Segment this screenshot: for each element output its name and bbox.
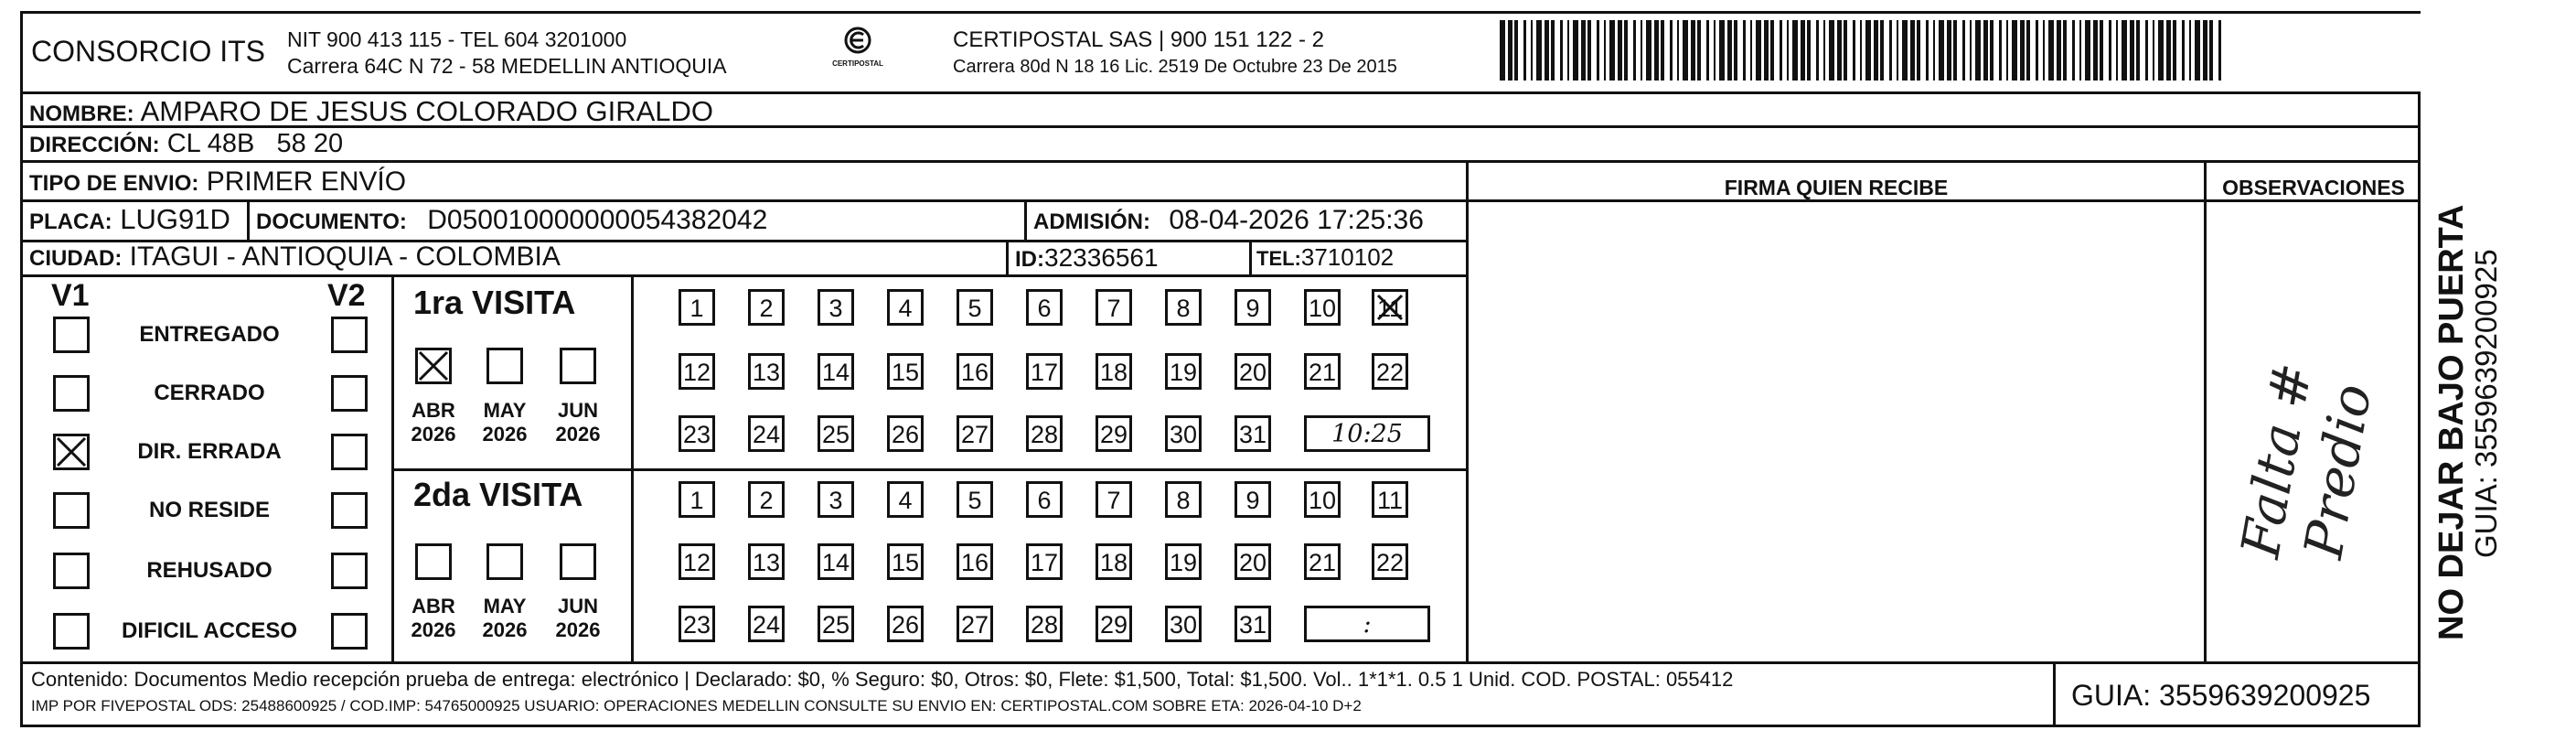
day-box-9[interactable]: 9 — [1235, 481, 1271, 518]
day-box-3[interactable]: 3 — [818, 481, 854, 518]
day-box-11[interactable]: 11 — [1372, 481, 1408, 518]
month-label — [550, 399, 605, 446]
barcode — [1500, 20, 2231, 84]
month-name: MAY — [483, 399, 527, 422]
day-box-28[interactable]: 28 — [1026, 606, 1063, 642]
month-label — [477, 399, 532, 446]
day-box-6[interactable]: 6 — [1026, 481, 1063, 518]
day-box-29[interactable]: 29 — [1096, 415, 1132, 452]
day-box-10[interactable]: 10 — [1304, 289, 1341, 326]
day-box-18[interactable]: 18 — [1096, 543, 1132, 580]
month-year: 2026 — [555, 423, 601, 446]
admission-field — [1033, 205, 1424, 236]
admission-value: 08-04-2026 17:25:36 — [1169, 205, 1424, 235]
v1-header: V1 — [51, 278, 90, 313]
month-year: 2026 — [482, 618, 528, 641]
document-value: D050010000000054382042 — [427, 205, 768, 235]
id-label: ID: — [1015, 247, 1044, 272]
month-checkbox-abr[interactable] — [415, 543, 452, 580]
document-field — [256, 205, 767, 236]
day-box-16[interactable]: 16 — [957, 353, 993, 390]
status-v1-checkbox[interactable] — [53, 553, 90, 589]
day-box-4[interactable]: 4 — [887, 481, 924, 518]
day-box-15[interactable]: 15 — [887, 353, 924, 390]
visit-time-box[interactable]: : — [1304, 606, 1430, 642]
day-box-1[interactable]: 1 — [679, 481, 715, 518]
day-box-2[interactable]: 2 — [748, 289, 785, 326]
day-box-27[interactable]: 27 — [957, 415, 993, 452]
status-v1-checkbox[interactable] — [53, 613, 90, 650]
send-type-field — [29, 166, 406, 198]
month-name: ABR — [412, 399, 455, 422]
status-v1-checkbox[interactable] — [53, 492, 90, 529]
day-box-26[interactable]: 26 — [887, 415, 924, 452]
visit2-title: 2da VISITA — [413, 476, 583, 513]
month-label — [550, 595, 605, 642]
month-year: 2026 — [482, 423, 528, 446]
company-name: CONSORCIO ITS — [31, 35, 266, 68]
address-label: DIRECCIÓN: — [29, 133, 160, 157]
day-box-23[interactable]: 23 — [679, 606, 715, 642]
name-value: AMPARO DE JESUS COLORADO GIRALDO — [140, 95, 713, 127]
day-box-31[interactable]: 31 — [1235, 606, 1271, 642]
day-box-30[interactable]: 30 — [1165, 415, 1202, 452]
day-box-8[interactable]: 8 — [1165, 481, 1202, 518]
visit1-title: 1ra VISITA — [413, 284, 576, 321]
day-box-25[interactable]: 25 — [818, 415, 854, 452]
month-year: 2026 — [411, 423, 456, 446]
admission-label: ADMISIÓN: — [1033, 209, 1150, 234]
status-label: DIFICIL ACCESO — [121, 618, 297, 643]
day-box-10[interactable]: 10 — [1304, 481, 1341, 518]
status-v1-checkbox[interactable] — [53, 434, 90, 470]
month-label — [406, 399, 461, 446]
day-box-21[interactable]: 21 — [1304, 543, 1341, 580]
day-box-13[interactable]: 13 — [748, 353, 785, 390]
day-box-9[interactable]: 9 — [1235, 289, 1271, 326]
visit-time-box[interactable]: 10:25 — [1304, 415, 1430, 452]
side-notice: NO DEJAR BAJO PUERTA — [2432, 204, 2471, 640]
day-box-23[interactable]: 23 — [679, 415, 715, 452]
status-label: REHUSADO — [146, 558, 273, 583]
day-box-19[interactable]: 19 — [1165, 353, 1202, 390]
city-label: CIUDAD: — [29, 246, 123, 271]
day-box-13[interactable]: 13 — [748, 543, 785, 580]
day-box-24[interactable]: 24 — [748, 415, 785, 452]
city-value: ITAGUI - ANTIOQUIA - COLOMBIA — [129, 242, 561, 272]
day-box-12[interactable]: 12 — [679, 353, 715, 390]
status-v1-checkbox[interactable] — [53, 375, 90, 412]
side-guia: GUIA: 3559639200925 — [2469, 249, 2503, 558]
status-label: DIR. ERRADA — [137, 439, 282, 464]
address-field — [29, 129, 343, 159]
day-box-18[interactable]: 18 — [1096, 353, 1132, 390]
signature-area — [1469, 202, 2204, 660]
plate-label: PLACA: — [29, 209, 112, 234]
status-v2-checkbox[interactable] — [331, 613, 368, 650]
day-box-15[interactable]: 15 — [887, 543, 924, 580]
month-label — [406, 595, 461, 642]
day-box-1[interactable]: 1 — [679, 289, 715, 326]
certipostal-logo-icon — [839, 26, 876, 59]
month-checkbox-jun[interactable] — [560, 543, 596, 580]
address-value: CL 48B 58 20 — [166, 129, 344, 158]
company-nit: NIT 900 413 115 - TEL 604 3201000 — [287, 27, 627, 51]
send-type-label: TIPO DE ENVIO: — [29, 171, 199, 196]
name-field — [29, 95, 713, 128]
day-box-3[interactable]: 3 — [818, 289, 854, 326]
day-box-5[interactable]: 5 — [957, 289, 993, 326]
day-box-25[interactable]: 25 — [818, 606, 854, 642]
day-box-30[interactable]: 30 — [1165, 606, 1202, 642]
city-field — [29, 242, 561, 273]
day-box-11[interactable]: 11 — [1372, 289, 1408, 326]
day-box-12[interactable]: 12 — [679, 543, 715, 580]
day-box-7[interactable]: 7 — [1096, 481, 1132, 518]
day-box-29[interactable]: 29 — [1096, 606, 1132, 642]
day-box-26[interactable]: 26 — [887, 606, 924, 642]
send-type-value: PRIMER ENVÍO — [206, 166, 407, 197]
month-checkbox-may[interactable] — [486, 543, 523, 580]
day-box-8[interactable]: 8 — [1165, 289, 1202, 326]
status-v2-checkbox[interactable] — [331, 553, 368, 589]
month-name: ABR — [412, 595, 455, 618]
day-box-16[interactable]: 16 — [957, 543, 993, 580]
day-box-20[interactable]: 20 — [1235, 353, 1271, 390]
day-box-22[interactable]: 22 — [1372, 543, 1408, 580]
day-box-21[interactable]: 21 — [1304, 353, 1341, 390]
day-box-14[interactable]: 14 — [818, 543, 854, 580]
company-address: Carrera 64C N 72 - 58 MEDELLIN ANTIOQUIA — [287, 54, 727, 78]
month-year: 2026 — [411, 618, 456, 641]
certipostal-info: CERTIPOSTAL SAS | 900 151 122 - 2 — [953, 27, 1324, 52]
month-name: JUN — [557, 399, 598, 422]
day-box-31[interactable]: 31 — [1235, 415, 1271, 452]
tel-label: TEL: — [1256, 247, 1301, 270]
day-box-19[interactable]: 19 — [1165, 543, 1202, 580]
day-box-20[interactable]: 20 — [1235, 543, 1271, 580]
month-name: JUN — [557, 595, 598, 618]
status-v2-checkbox[interactable] — [331, 434, 368, 470]
month-label — [477, 595, 532, 642]
status-v2-checkbox[interactable] — [331, 492, 368, 529]
tel-field — [1256, 243, 1394, 272]
day-box-24[interactable]: 24 — [748, 606, 785, 642]
certipostal-logo — [830, 26, 885, 81]
plate-field — [29, 203, 230, 236]
day-box-2[interactable]: 2 — [748, 481, 785, 518]
id-value: 32336561 — [1044, 243, 1159, 272]
day-box-6[interactable]: 6 — [1026, 289, 1063, 326]
v2-header: V2 — [327, 278, 366, 313]
day-box-27[interactable]: 27 — [957, 606, 993, 642]
status-v2-checkbox[interactable] — [331, 317, 368, 353]
certipostal-address: Carrera 80d N 18 16 Lic. 2519 De Octubre 23 De 2015 — [953, 57, 1397, 77]
tel-value: 3710102 — [1300, 243, 1395, 271]
certipostal-logo-text: CERTIPOSTAL — [832, 59, 883, 68]
day-box-7[interactable]: 7 — [1096, 289, 1132, 326]
name-label: NOMBRE: — [29, 102, 134, 126]
day-box-5[interactable]: 5 — [957, 481, 993, 518]
day-box-17[interactable]: 17 — [1026, 353, 1063, 390]
day-box-4[interactable]: 4 — [887, 289, 924, 326]
day-box-17[interactable]: 17 — [1026, 543, 1063, 580]
month-name: MAY — [483, 595, 527, 618]
status-v2-checkbox[interactable] — [331, 375, 368, 412]
document-label: DOCUMENTO: — [256, 209, 407, 234]
month-checkbox-jun[interactable] — [560, 348, 596, 384]
month-checkbox-may[interactable] — [486, 348, 523, 384]
observations-note — [2207, 202, 2421, 660]
status-label: ENTREGADO — [139, 322, 280, 347]
status-label: CERRADO — [154, 381, 265, 405]
footer-guia: GUIA: 3559639200925 — [2071, 679, 2371, 712]
footer-content-line: Contenido: Documentos Medio recepción prueba de entrega: electrónico | Declarado: $0, % Seguro: $0, Otros: $0, Flete: $1,500, Total: $1,500. Vol.. 1*1*1. 0.5 1 Unid. COD. POSTAL: 055412 — [31, 668, 1734, 691]
signature-header: FIRMA QUIEN RECIBE — [1724, 176, 1949, 199]
day-box-28[interactable]: 28 — [1026, 415, 1063, 452]
footer-imp-line: IMP POR FIVEPOSTAL ODS: 25488600925 / COD.IMP: 54765000925 USUARIO: OPERACIONES MEDELLIN CONSULTE SU ENVIO EN: CERTIPOSTAL.COM SOBRE ETA: 2026-04-10 D+2 — [31, 697, 1362, 714]
day-box-14[interactable]: 14 — [818, 353, 854, 390]
month-year: 2026 — [555, 618, 601, 641]
observations-header: OBSERVACIONES — [2222, 176, 2405, 199]
day-box-22[interactable]: 22 — [1372, 353, 1408, 390]
month-checkbox-abr[interactable] — [415, 348, 452, 384]
status-v1-checkbox[interactable] — [53, 317, 90, 353]
id-field — [1015, 243, 1159, 273]
handwritten-note: Falta # Predio — [2229, 358, 2384, 564]
status-label: NO RESIDE — [148, 498, 271, 522]
plate-value: LUG91D — [120, 203, 230, 235]
